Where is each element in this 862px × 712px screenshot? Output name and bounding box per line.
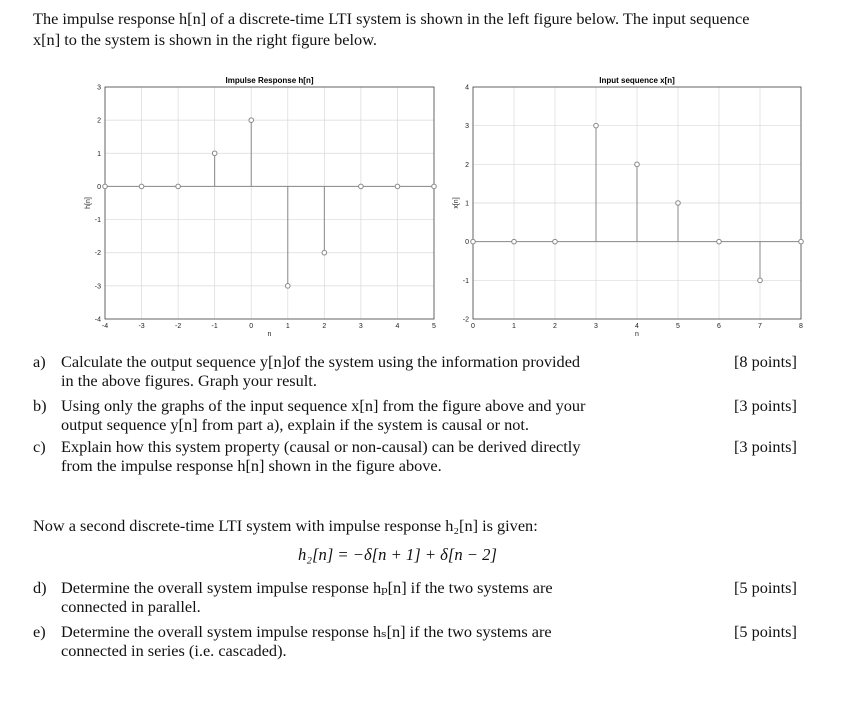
- stem-marker: [758, 278, 763, 283]
- stem-marker: [322, 250, 327, 255]
- question-text: connected in parallel.: [61, 597, 201, 616]
- x-tick-label: 6: [717, 323, 721, 330]
- x-tick-label: 3: [594, 323, 598, 330]
- y-tick-label: 0: [97, 183, 101, 191]
- x-tick-label: -4: [101, 323, 109, 330]
- question-points: [8 points]: [734, 352, 797, 371]
- x-tick-label: 4: [395, 323, 400, 330]
- question-text: Calculate the output sequence y[n]of the system using the information provided: [61, 352, 581, 371]
- stem-marker: [553, 239, 558, 244]
- impulse-response-chart: [85, 73, 438, 338]
- question-label: b): [33, 396, 47, 415]
- x-tick-label: 1: [512, 323, 516, 330]
- y-tick-label: 3: [465, 123, 469, 131]
- intro-line-1: The impulse response h[n] of a discrete-time LTI system is shown in the left figure below. The input sequence: [33, 9, 750, 28]
- chart-title: Input sequence x[n]: [599, 76, 675, 85]
- question-text: Explain how this system property (causal or non-causal) can be derived directly: [61, 437, 581, 456]
- stem-marker: [103, 184, 108, 189]
- stem-marker: [512, 239, 517, 244]
- question-label: d): [33, 578, 47, 597]
- x-tick-label: 0: [471, 323, 475, 330]
- intro-line-2: x[n] to the system is shown in the right figure below.: [33, 30, 377, 49]
- stem-marker: [799, 239, 804, 244]
- second-system-equation: h₂[n] = −δ[n + 1] + δ[n − 2]: [298, 545, 497, 564]
- question-points: [3 points]: [734, 437, 797, 456]
- x-axis-label: n: [635, 331, 639, 338]
- stem-marker: [285, 284, 290, 289]
- chart-title: Impulse Response h[n]: [225, 76, 314, 85]
- stem-marker: [594, 123, 599, 128]
- y-tick-label: 3: [97, 84, 101, 92]
- y-tick-label: -1: [94, 217, 101, 225]
- question-label: c): [33, 437, 46, 456]
- stem-marker: [395, 184, 400, 189]
- question-text: Using only the graphs of the input sequence x[n] from the figure above and your: [61, 396, 586, 415]
- stem-marker: [717, 239, 722, 244]
- second-system-text: Now a second discrete-time LTI system with impulse response h₂[n] is given:: [33, 516, 538, 535]
- x-tick-label: 0: [249, 323, 254, 330]
- stem-marker: [471, 239, 476, 244]
- y-axis-label: h[n]: [85, 197, 92, 209]
- y-tick-label: 0: [465, 239, 469, 247]
- y-tick-label: -1: [462, 277, 469, 285]
- y-tick-label: 1: [465, 200, 469, 208]
- stem-marker: [212, 151, 217, 156]
- x-tick-label: 3: [358, 323, 363, 330]
- x-tick-label: 2: [322, 323, 327, 330]
- y-tick-label: 1: [97, 150, 101, 158]
- x-tick-label: -2: [174, 323, 182, 330]
- plot-frame: [105, 87, 434, 319]
- input-sequence-chart: [453, 73, 805, 338]
- x-tick-label: 5: [676, 323, 680, 330]
- question-text: output sequence y[n] from part a), explain if the system is causal or not.: [61, 415, 529, 434]
- question-points: [5 points]: [734, 578, 797, 597]
- y-tick-label: -2: [462, 316, 469, 324]
- stem-marker: [676, 201, 681, 206]
- question-label: a): [33, 352, 46, 371]
- question-points: [3 points]: [734, 396, 797, 415]
- stem-marker: [249, 118, 254, 123]
- y-tick-label: 4: [465, 84, 469, 92]
- question-label: e): [33, 622, 46, 641]
- y-tick-label: -4: [94, 316, 101, 324]
- x-tick-label: 8: [799, 323, 803, 330]
- question-text: connected in series (i.e. cascaded).: [61, 641, 287, 660]
- x-tick-label: 5: [432, 323, 436, 330]
- question-text: in the above figures. Graph your result.: [61, 371, 317, 390]
- stem-marker: [635, 162, 640, 167]
- y-tick-label: -2: [94, 250, 101, 258]
- question-text: Determine the overall system impulse response hₛ[n] if the two systems are: [61, 622, 552, 641]
- y-axis-label: x[n]: [453, 197, 460, 209]
- question-text: from the impulse response h[n] shown in the figure above.: [61, 456, 442, 475]
- x-tick-label: -1: [211, 323, 218, 330]
- x-tick-label: 4: [635, 323, 639, 330]
- y-tick-label: 2: [97, 117, 101, 125]
- x-tick-label: 2: [553, 323, 557, 330]
- y-tick-label: 2: [465, 161, 469, 169]
- question-points: [5 points]: [734, 622, 797, 641]
- problem-intro: [33, 8, 848, 50]
- stem-marker: [139, 184, 144, 189]
- stem-marker: [432, 184, 437, 189]
- question-text: Determine the overall system impulse response hₚ[n] if the two systems are: [61, 578, 553, 597]
- stem-marker: [176, 184, 181, 189]
- x-tick-label: 1: [285, 323, 290, 330]
- x-tick-label: -3: [138, 323, 145, 330]
- x-axis-label: n: [267, 331, 272, 338]
- stem-marker: [359, 184, 364, 189]
- input-sequence-svg: [453, 73, 805, 338]
- y-tick-label: -3: [94, 283, 101, 291]
- x-tick-label: 7: [758, 323, 762, 330]
- impulse-response-svg: [85, 73, 438, 338]
